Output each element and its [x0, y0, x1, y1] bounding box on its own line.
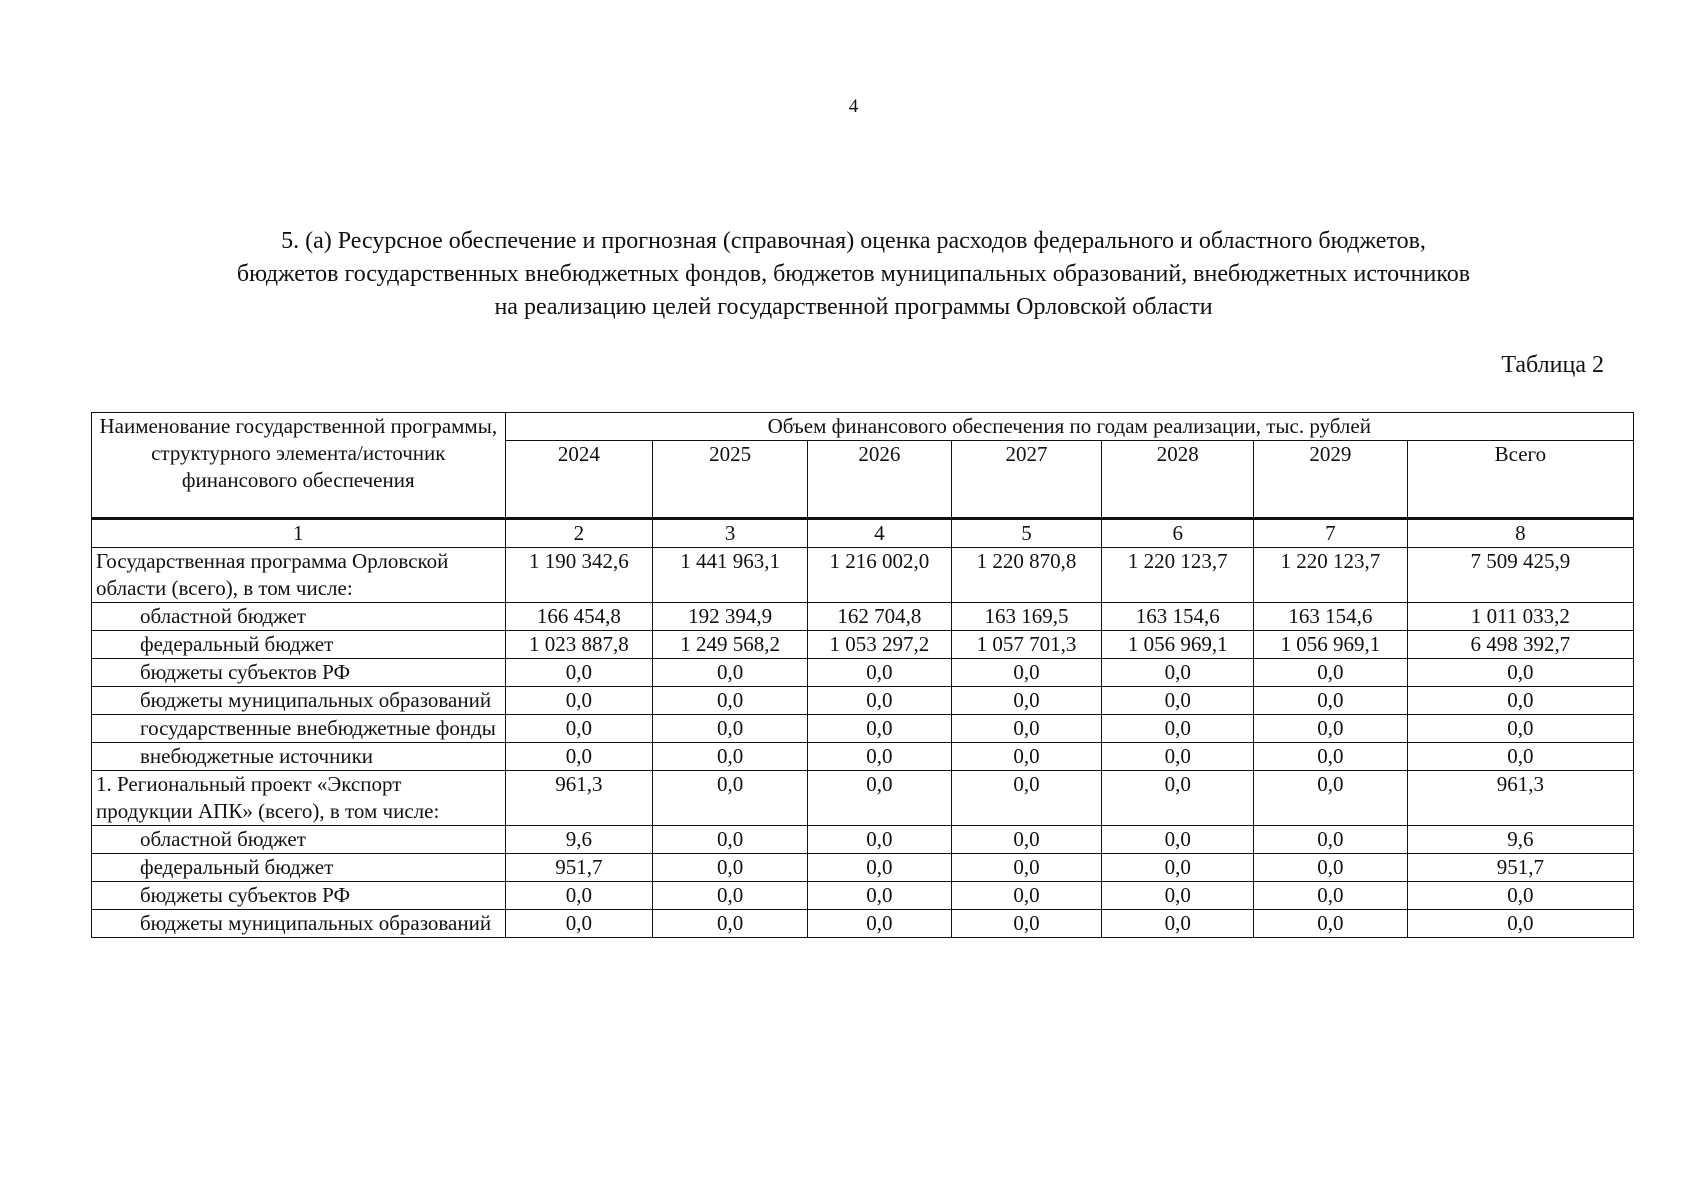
row-year-value: 0,0 [653, 715, 808, 743]
page-number: 4 [848, 96, 859, 117]
row-label: 1. Региональный проект «Экспорт продукции АПК» (всего), в том числе: [92, 771, 506, 826]
row-year-value: 0,0 [807, 687, 951, 715]
row-year-value: 0,0 [1254, 743, 1408, 771]
column-number: 8 [1407, 519, 1633, 548]
row-year-value: 951,7 [505, 854, 653, 882]
row-year-value: 0,0 [1254, 687, 1408, 715]
row-year-value: 0,0 [1254, 715, 1408, 743]
row-year-value: 0,0 [951, 687, 1102, 715]
row-year-value: 0,0 [1254, 854, 1408, 882]
row-label: федеральный бюджет [92, 631, 506, 659]
row-year-value: 1 056 969,1 [1102, 631, 1254, 659]
row-year-value: 0,0 [807, 715, 951, 743]
row-year-value: 0,0 [951, 910, 1102, 938]
row-year-value: 1 216 002,0 [807, 548, 951, 603]
row-total-value: 7 509 425,9 [1407, 548, 1633, 603]
table-label: Таблица 2 [1501, 352, 1604, 378]
heading-line: 5. (а) Ресурсное обеспечение и прогнозная (справочная) оценка расходов федерального и областного бюджетов, [281, 228, 1426, 254]
column-number: 3 [653, 519, 808, 548]
year-header: 2028 [1102, 441, 1254, 519]
row-year-value: 0,0 [807, 826, 951, 854]
row-year-value: 163 169,5 [951, 603, 1102, 631]
table-row [92, 687, 1634, 715]
row-total-value: 6 498 392,7 [1407, 631, 1633, 659]
row-year-value: 0,0 [653, 854, 808, 882]
row-year-value: 0,0 [1102, 715, 1254, 743]
row-year-value: 0,0 [505, 910, 653, 938]
row-label: бюджеты субъектов РФ [92, 659, 506, 687]
table-row [92, 715, 1634, 743]
year-header: 2025 [653, 441, 808, 519]
column-number: 7 [1254, 519, 1408, 548]
table-row [92, 771, 1634, 826]
year-header: 2027 [951, 441, 1102, 519]
row-year-value: 163 154,6 [1102, 603, 1254, 631]
row-year-value: 163 154,6 [1254, 603, 1408, 631]
row-year-value: 0,0 [505, 715, 653, 743]
table-row [92, 603, 1634, 631]
row-year-value: 0,0 [1102, 659, 1254, 687]
row-year-value: 0,0 [951, 826, 1102, 854]
row-year-value: 1 053 297,2 [807, 631, 951, 659]
row-year-value: 1 249 568,2 [653, 631, 808, 659]
column-number: 2 [505, 519, 653, 548]
row-total-value: 0,0 [1407, 687, 1633, 715]
row-year-value: 0,0 [1254, 826, 1408, 854]
table-row [92, 659, 1634, 687]
row-total-value: 0,0 [1407, 743, 1633, 771]
table-body [92, 519, 1634, 938]
row-total-value: 0,0 [1407, 659, 1633, 687]
row-label: бюджеты муниципальных образований [92, 687, 506, 715]
row-year-value: 1 023 887,8 [505, 631, 653, 659]
table-header [92, 413, 1634, 519]
row-label: государственные внебюджетные фонды [92, 715, 506, 743]
row-total-value: 0,0 [1407, 882, 1633, 910]
row-year-value: 1 190 342,6 [505, 548, 653, 603]
row-total-value: 961,3 [1407, 771, 1633, 826]
row-year-value: 1 441 963,1 [653, 548, 808, 603]
year-header: 2029 [1254, 441, 1408, 519]
row-year-value: 1 057 701,3 [951, 631, 1102, 659]
row-label: федеральный бюджет [92, 854, 506, 882]
row-year-value: 0,0 [1254, 659, 1408, 687]
row-label: бюджеты субъектов РФ [92, 882, 506, 910]
row-year-value: 162 704,8 [807, 603, 951, 631]
row-year-value: 0,0 [1254, 910, 1408, 938]
table-row [92, 826, 1634, 854]
row-year-value: 1 220 123,7 [1254, 548, 1408, 603]
row-year-value: 0,0 [1102, 882, 1254, 910]
row-year-value: 0,0 [653, 659, 808, 687]
funding-group-header: Объем финансового обеспечения по годам реализации, тыс. рублей [505, 413, 1633, 441]
row-year-value: 0,0 [951, 882, 1102, 910]
row-total-value: 0,0 [1407, 910, 1633, 938]
row-year-value: 0,0 [505, 659, 653, 687]
row-total-value: 1 011 033,2 [1407, 603, 1633, 631]
row-year-value: 0,0 [1102, 687, 1254, 715]
row-total-value: 0,0 [1407, 715, 1633, 743]
column-number: 4 [807, 519, 951, 548]
row-year-value: 0,0 [653, 771, 808, 826]
table-row [92, 743, 1634, 771]
row-year-value: 1 220 123,7 [1102, 548, 1254, 603]
row-total-value: 9,6 [1407, 826, 1633, 854]
column-number-row [92, 519, 1634, 548]
total-header: Всего [1407, 441, 1633, 519]
row-year-value: 0,0 [1102, 854, 1254, 882]
row-year-value: 0,0 [1102, 910, 1254, 938]
column-number: 6 [1102, 519, 1254, 548]
row-year-value: 0,0 [653, 687, 808, 715]
table-row [92, 910, 1634, 938]
row-year-value: 0,0 [1254, 882, 1408, 910]
row-year-value: 0,0 [1102, 771, 1254, 826]
row-year-value: 0,0 [505, 743, 653, 771]
row-year-value: 0,0 [505, 687, 653, 715]
row-year-value: 0,0 [951, 715, 1102, 743]
row-year-value: 961,3 [505, 771, 653, 826]
row-year-value: 0,0 [1102, 743, 1254, 771]
row-label: бюджеты муниципальных образований [92, 910, 506, 938]
table-row [92, 548, 1634, 603]
heading-line: бюджетов государственных внебюджетных фондов, бюджетов муниципальных образований, внебюджетных источников [236, 261, 1471, 287]
row-year-value: 0,0 [951, 659, 1102, 687]
row-year-value: 0,0 [951, 854, 1102, 882]
table-row [92, 882, 1634, 910]
budget-table [91, 412, 1634, 938]
row-year-value: 166 454,8 [505, 603, 653, 631]
row-year-value: 0,0 [951, 743, 1102, 771]
row-year-value: 0,0 [807, 771, 951, 826]
header-row [92, 413, 1634, 441]
row-year-value: 0,0 [653, 743, 808, 771]
row-label: областной бюджет [92, 826, 506, 854]
row-year-value: 0,0 [951, 771, 1102, 826]
row-year-value: 0,0 [807, 910, 951, 938]
row-year-value: 0,0 [807, 743, 951, 771]
column-number: 1 [92, 519, 506, 548]
row-year-value: 0,0 [653, 826, 808, 854]
table-row [92, 631, 1634, 659]
row-label: внебюджетные источники [92, 743, 506, 771]
row-year-value: 0,0 [653, 910, 808, 938]
row-year-value: 1 220 870,8 [951, 548, 1102, 603]
row-year-value: 1 056 969,1 [1254, 631, 1408, 659]
row-year-value: 0,0 [505, 882, 653, 910]
row-year-value: 0,0 [807, 854, 951, 882]
name-column-header: Наименование государственной программы, структурного элемента/источник финансового обеспечения [92, 413, 506, 519]
row-label: Государственная программа Орловской области (всего), в том числе: [92, 548, 506, 603]
heading-line: на реализацию целей государственной программы Орловской области [494, 294, 1213, 320]
document-heading [90, 225, 1617, 324]
column-number: 5 [951, 519, 1102, 548]
row-year-value: 192 394,9 [653, 603, 808, 631]
row-year-value: 0,0 [807, 882, 951, 910]
year-header: 2026 [807, 441, 951, 519]
row-label: областной бюджет [92, 603, 506, 631]
year-header: 2024 [505, 441, 653, 519]
row-year-value: 0,0 [1102, 826, 1254, 854]
row-year-value: 0,0 [653, 882, 808, 910]
row-total-value: 951,7 [1407, 854, 1633, 882]
table-row [92, 854, 1634, 882]
row-year-value: 9,6 [505, 826, 653, 854]
row-year-value: 0,0 [807, 659, 951, 687]
row-year-value: 0,0 [1254, 771, 1408, 826]
